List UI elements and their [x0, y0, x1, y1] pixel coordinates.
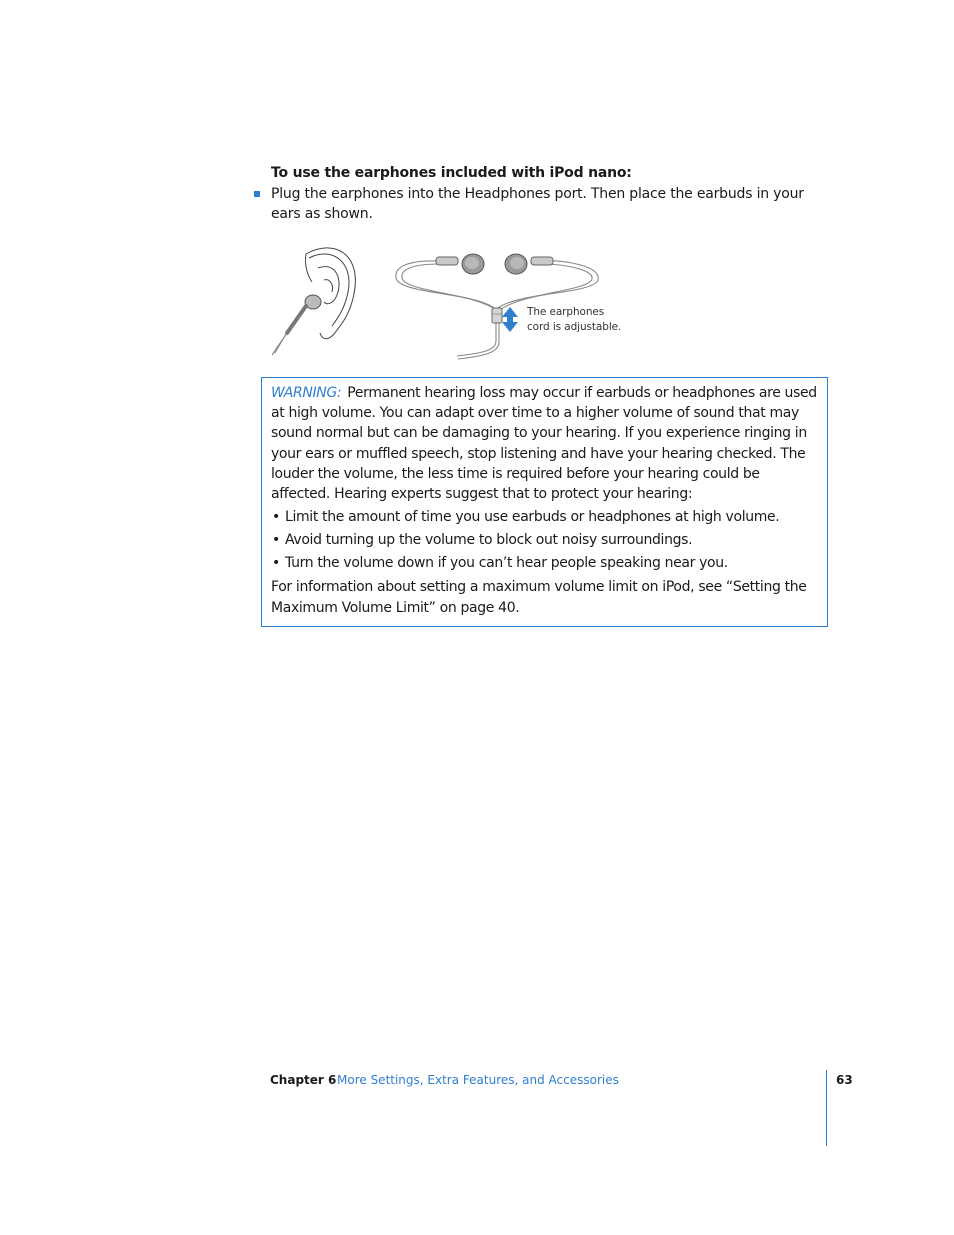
warning-closing: For information about setting a maximum volume limit on iPod, see “Setting the Maximum Volume Limit” on page 40.	[271, 579, 807, 616]
list-item: • Turn the volume down if you can’t hear people speaking near you.	[271, 553, 818, 573]
footer-divider	[826, 1070, 827, 1146]
caption-line: cord is adjustable.	[527, 321, 622, 333]
earbud-in-ear	[272, 295, 321, 355]
right-earbud	[505, 254, 553, 274]
warning-list	[271, 507, 818, 573]
illustration-caption	[527, 305, 637, 335]
instruction-step	[254, 184, 824, 224]
cord-slider	[492, 308, 502, 323]
list-item: • Avoid turning up the volume to block out noisy surroundings.	[271, 530, 818, 550]
earphones-illustration	[262, 240, 632, 362]
list-item: • Limit the amount of time you use earbuds or headphones at high volume.	[271, 507, 818, 527]
square-bullet-icon	[254, 191, 260, 197]
warning-box	[261, 377, 828, 627]
footer-chapter: Chapter 6	[270, 1073, 337, 1087]
page-number: 63	[836, 1073, 853, 1087]
warning-label: WARNING:	[271, 385, 342, 401]
ear-drawing	[305, 248, 355, 339]
double-arrow-icon	[502, 307, 518, 332]
left-earbud	[436, 254, 484, 274]
instruction-heading: To use the earphones included with iPod nano:	[271, 165, 632, 181]
warning-text: Permanent hearing loss may occur if earbuds or headphones are used at high volume. You can adapt over time to a higher volume of sound that may sound normal but can be damaging to your hearing. If you experience ringing in your ears or muffled speech, stop listening and have your hearing checked. The louder the volume, the less time is required before your hearing could be affected. Hearing experts suggest that to protect your hearing:	[271, 385, 817, 503]
caption-line: The earphones	[527, 306, 605, 318]
footer-chapter-title: More Settings, Extra Features, and Accessories	[337, 1073, 619, 1087]
warning-paragraph	[271, 383, 818, 504]
instruction-step-text: Plug the earphones into the Headphones port. Then place the earbuds in your ears as shown.	[271, 186, 804, 222]
